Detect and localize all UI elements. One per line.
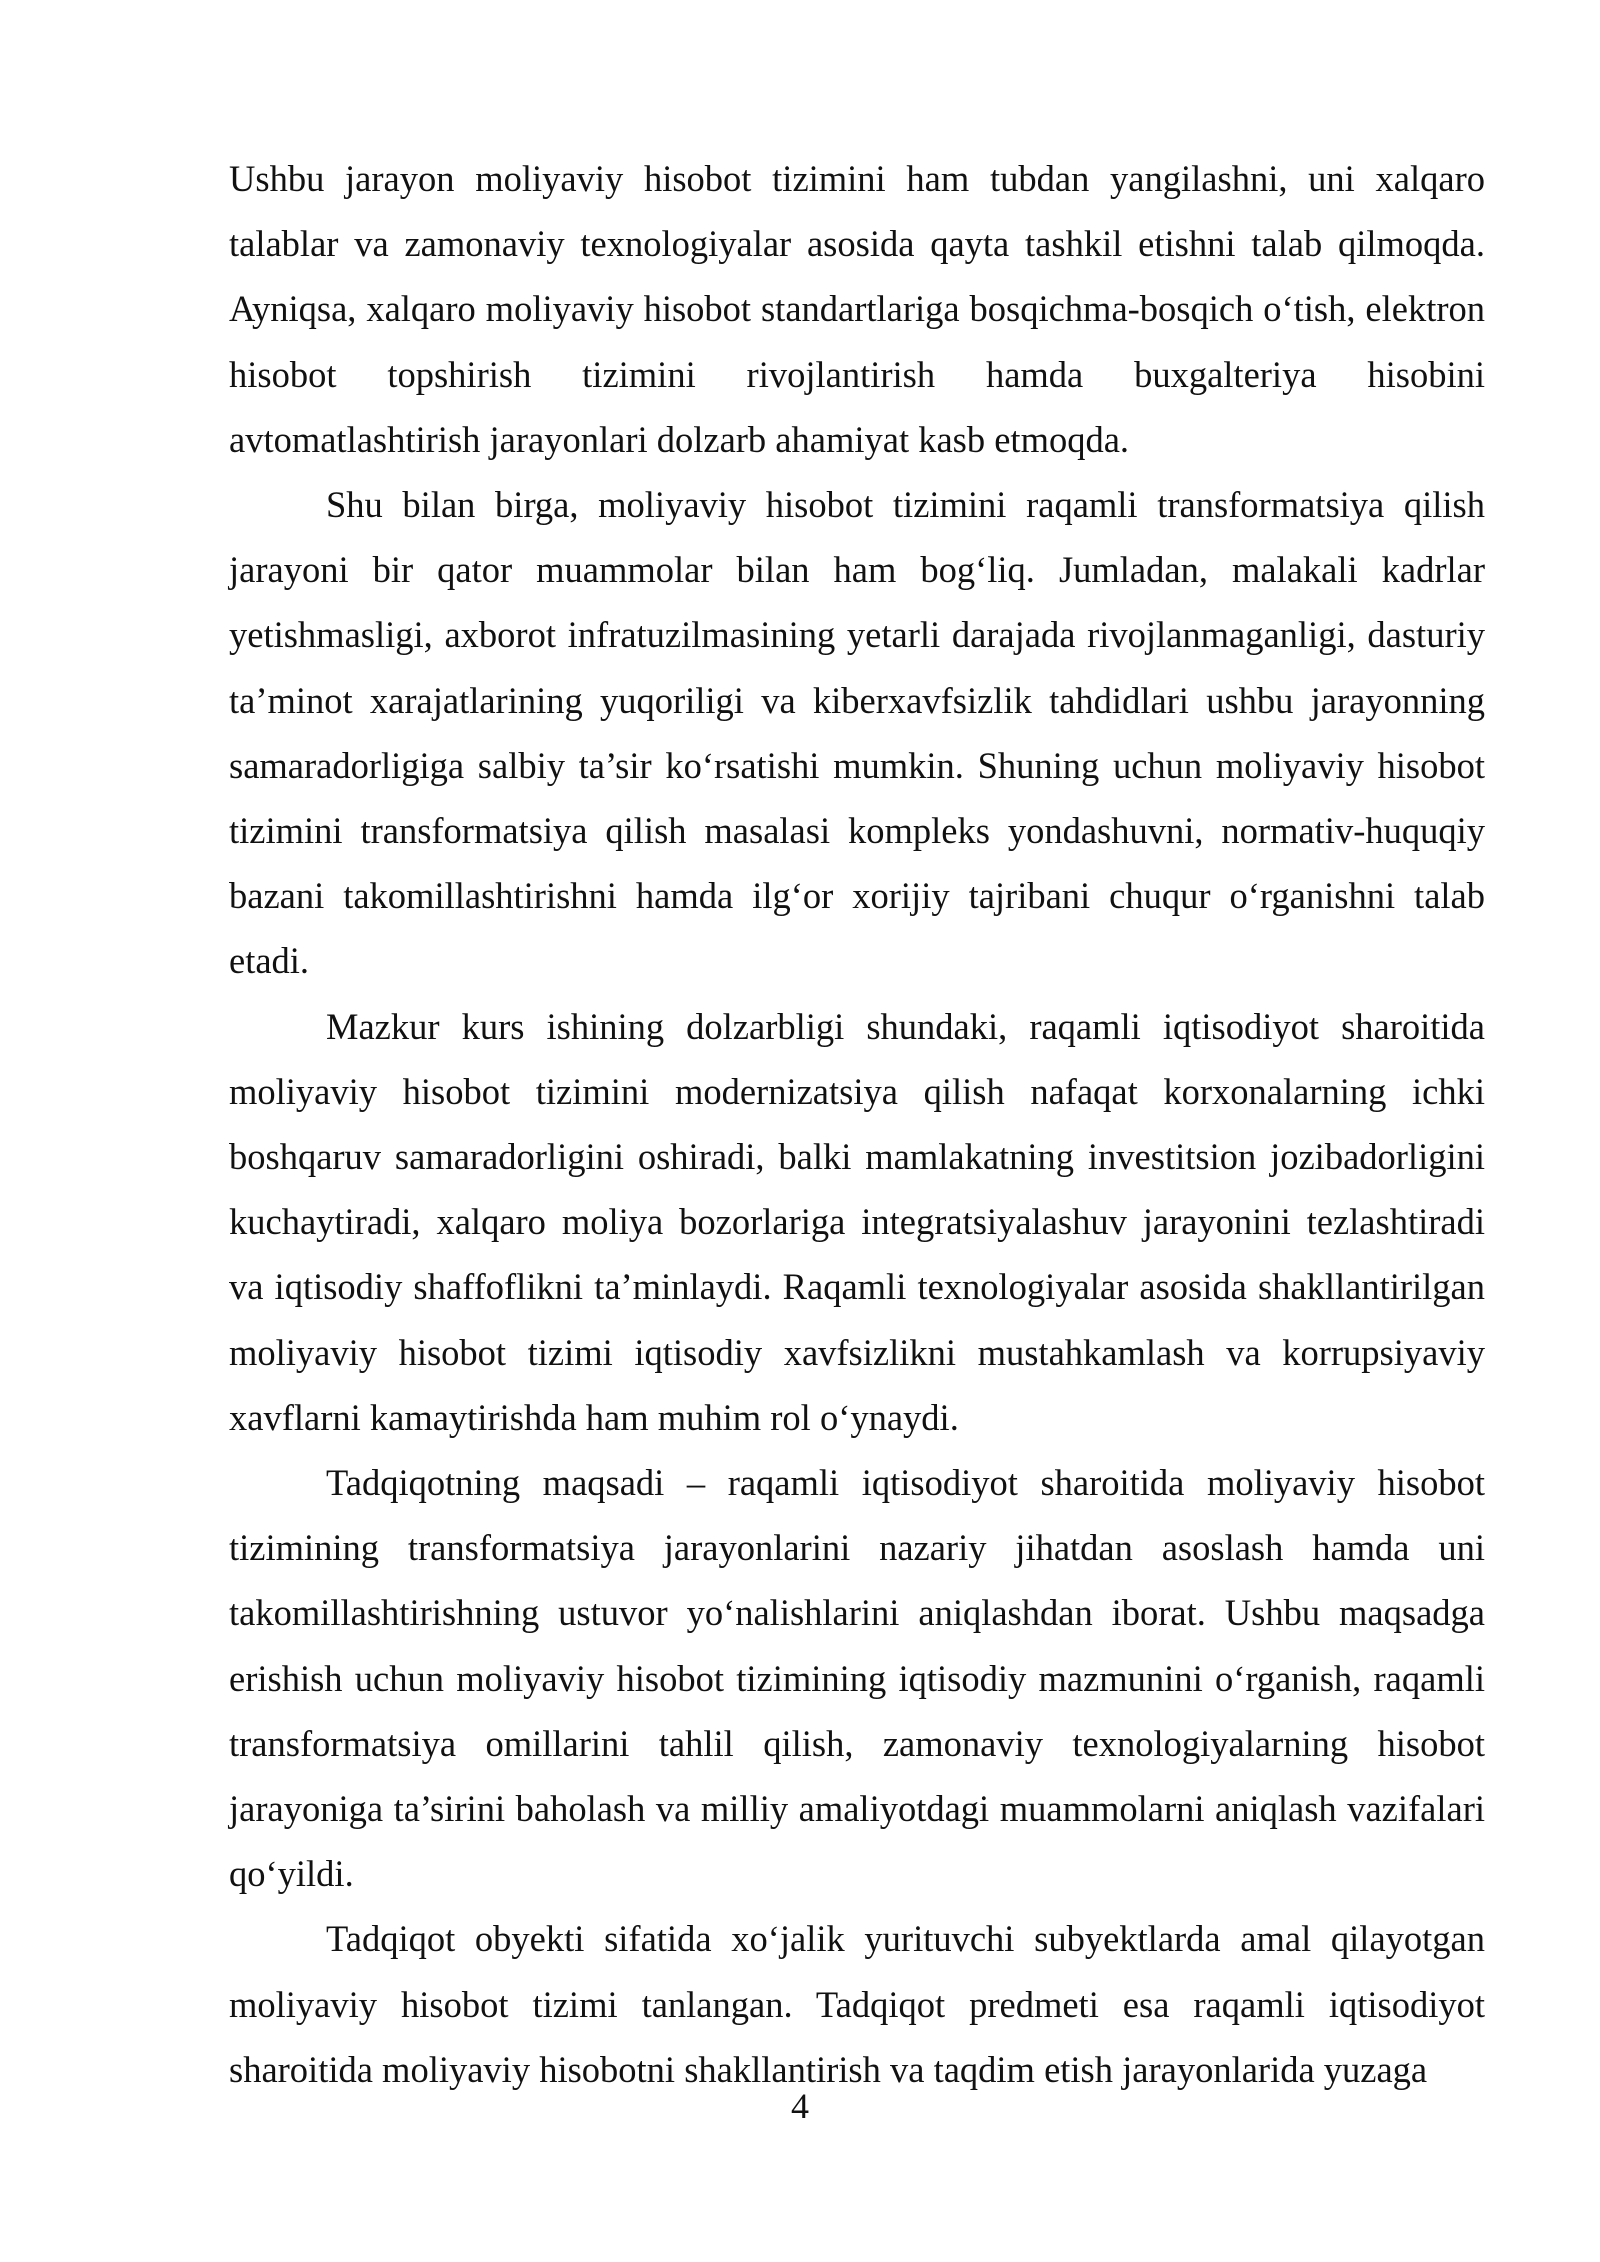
paragraph-2: Shu bilan birga, moliyaviy hisobot tizimini raqamli transformatsiya qilish jarayoni bir qator muammolar bilan ham bog‘liq. Jumladan, malakali kadrlar yetishmasligi, axborot infratuzilmasining yetarli darajada rivojlanmaganligi, dasturiy ta’minot xarajatlarining yuqoriligi va kiberxavfsizlik tahdidlari ushbu jarayonning samaradorligiga salbiy ta’sir ko‘rsatishi mumkin. Shuning uchun moliyaviy hisobot tizimini transformatsiya qilish masalasi kompleks yondashuvni, normativ-huquqiy bazani takomillashtirishni hamda ilg‘or xorijiy tajribani chuqur o‘rganishni talab etadi. <box>229 484 1485 982</box>
paragraph-1: Ushbu jarayon moliyaviy hisobot tizimini ham tubdan yangilashni, uni xalqaro talablar va zamonaviy texnologiyalar asosida qayta tashkil etishni talab qilmoqda. Ayniqsa, xalqaro moliyaviy hisobot standartlariga bosqichma-bosqich o‘tish, elektron hisobot topshirish tizimini rivojlantirish hamda buxgalteriya hisobini avtomatlashtirish jarayonlari dolzarb ahamiyat kasb etmoqda. <box>229 158 1485 460</box>
page-number: 4 <box>791 2086 809 2126</box>
paragraph-5: Tadqiqot obyekti sifatida xo‘jalik yurituvchi subyektlarda amal qilayotgan moliyaviy hisobot tizimi tanlangan. Tadqiqot predmeti esa raqamli iqtisodiyot sharoitida moliyaviy hisobotni shakllantirish va taqdim etish jarayonlarida yuzaga <box>229 1918 1485 2090</box>
paragraph-3: Mazkur kurs ishining dolzarbligi shundaki, raqamli iqtisodiyot sharoitida moliyaviy hisobot tizimini modernizatsiya qilish nafaqat korxonalarning ichki boshqaruv samaradorligini oshiradi, balki mamlakatning investitsion jozibadorligini kuchaytiradi, xalqaro moliya bozorlariga integratsiyalashuv jarayonini tezlashtiradi va iqtisodiy shaffoflikni ta’minlaydi. Raqamli texnologiyalar asosida shakllantirilgan moliyaviy hisobot tizimi iqtisodiy xavfsizlikni mustahkamlash va korrupsiyaviy xavflarni kamaytirishda ham muhim rol o‘ynaydi. <box>229 1005 1485 1438</box>
paragraph-4: Tadqiqotning maqsadi – raqamli iqtisodiyot sharoitida moliyaviy hisobot tizimining transformatsiya jarayonlarini nazariy jihatdan asoslash hamda uni takomillashtirishning ustuvor yo‘nalishlarini aniqlashdan iborat. Ushbu maqsadga erishish uchun moliyaviy hisobot tizimining iqtisodiy mazmunini o‘rganish, raqamli transformatsiya omillarini tahlil qilish, zamonaviy texnologiyalarning hisobot jarayoniga ta’sirini baholash va milliy amaliyotdagi muammolarni aniqlash vazifalari qo‘yildi. <box>229 1462 1485 1895</box>
body-text <box>229 146 1485 2102</box>
